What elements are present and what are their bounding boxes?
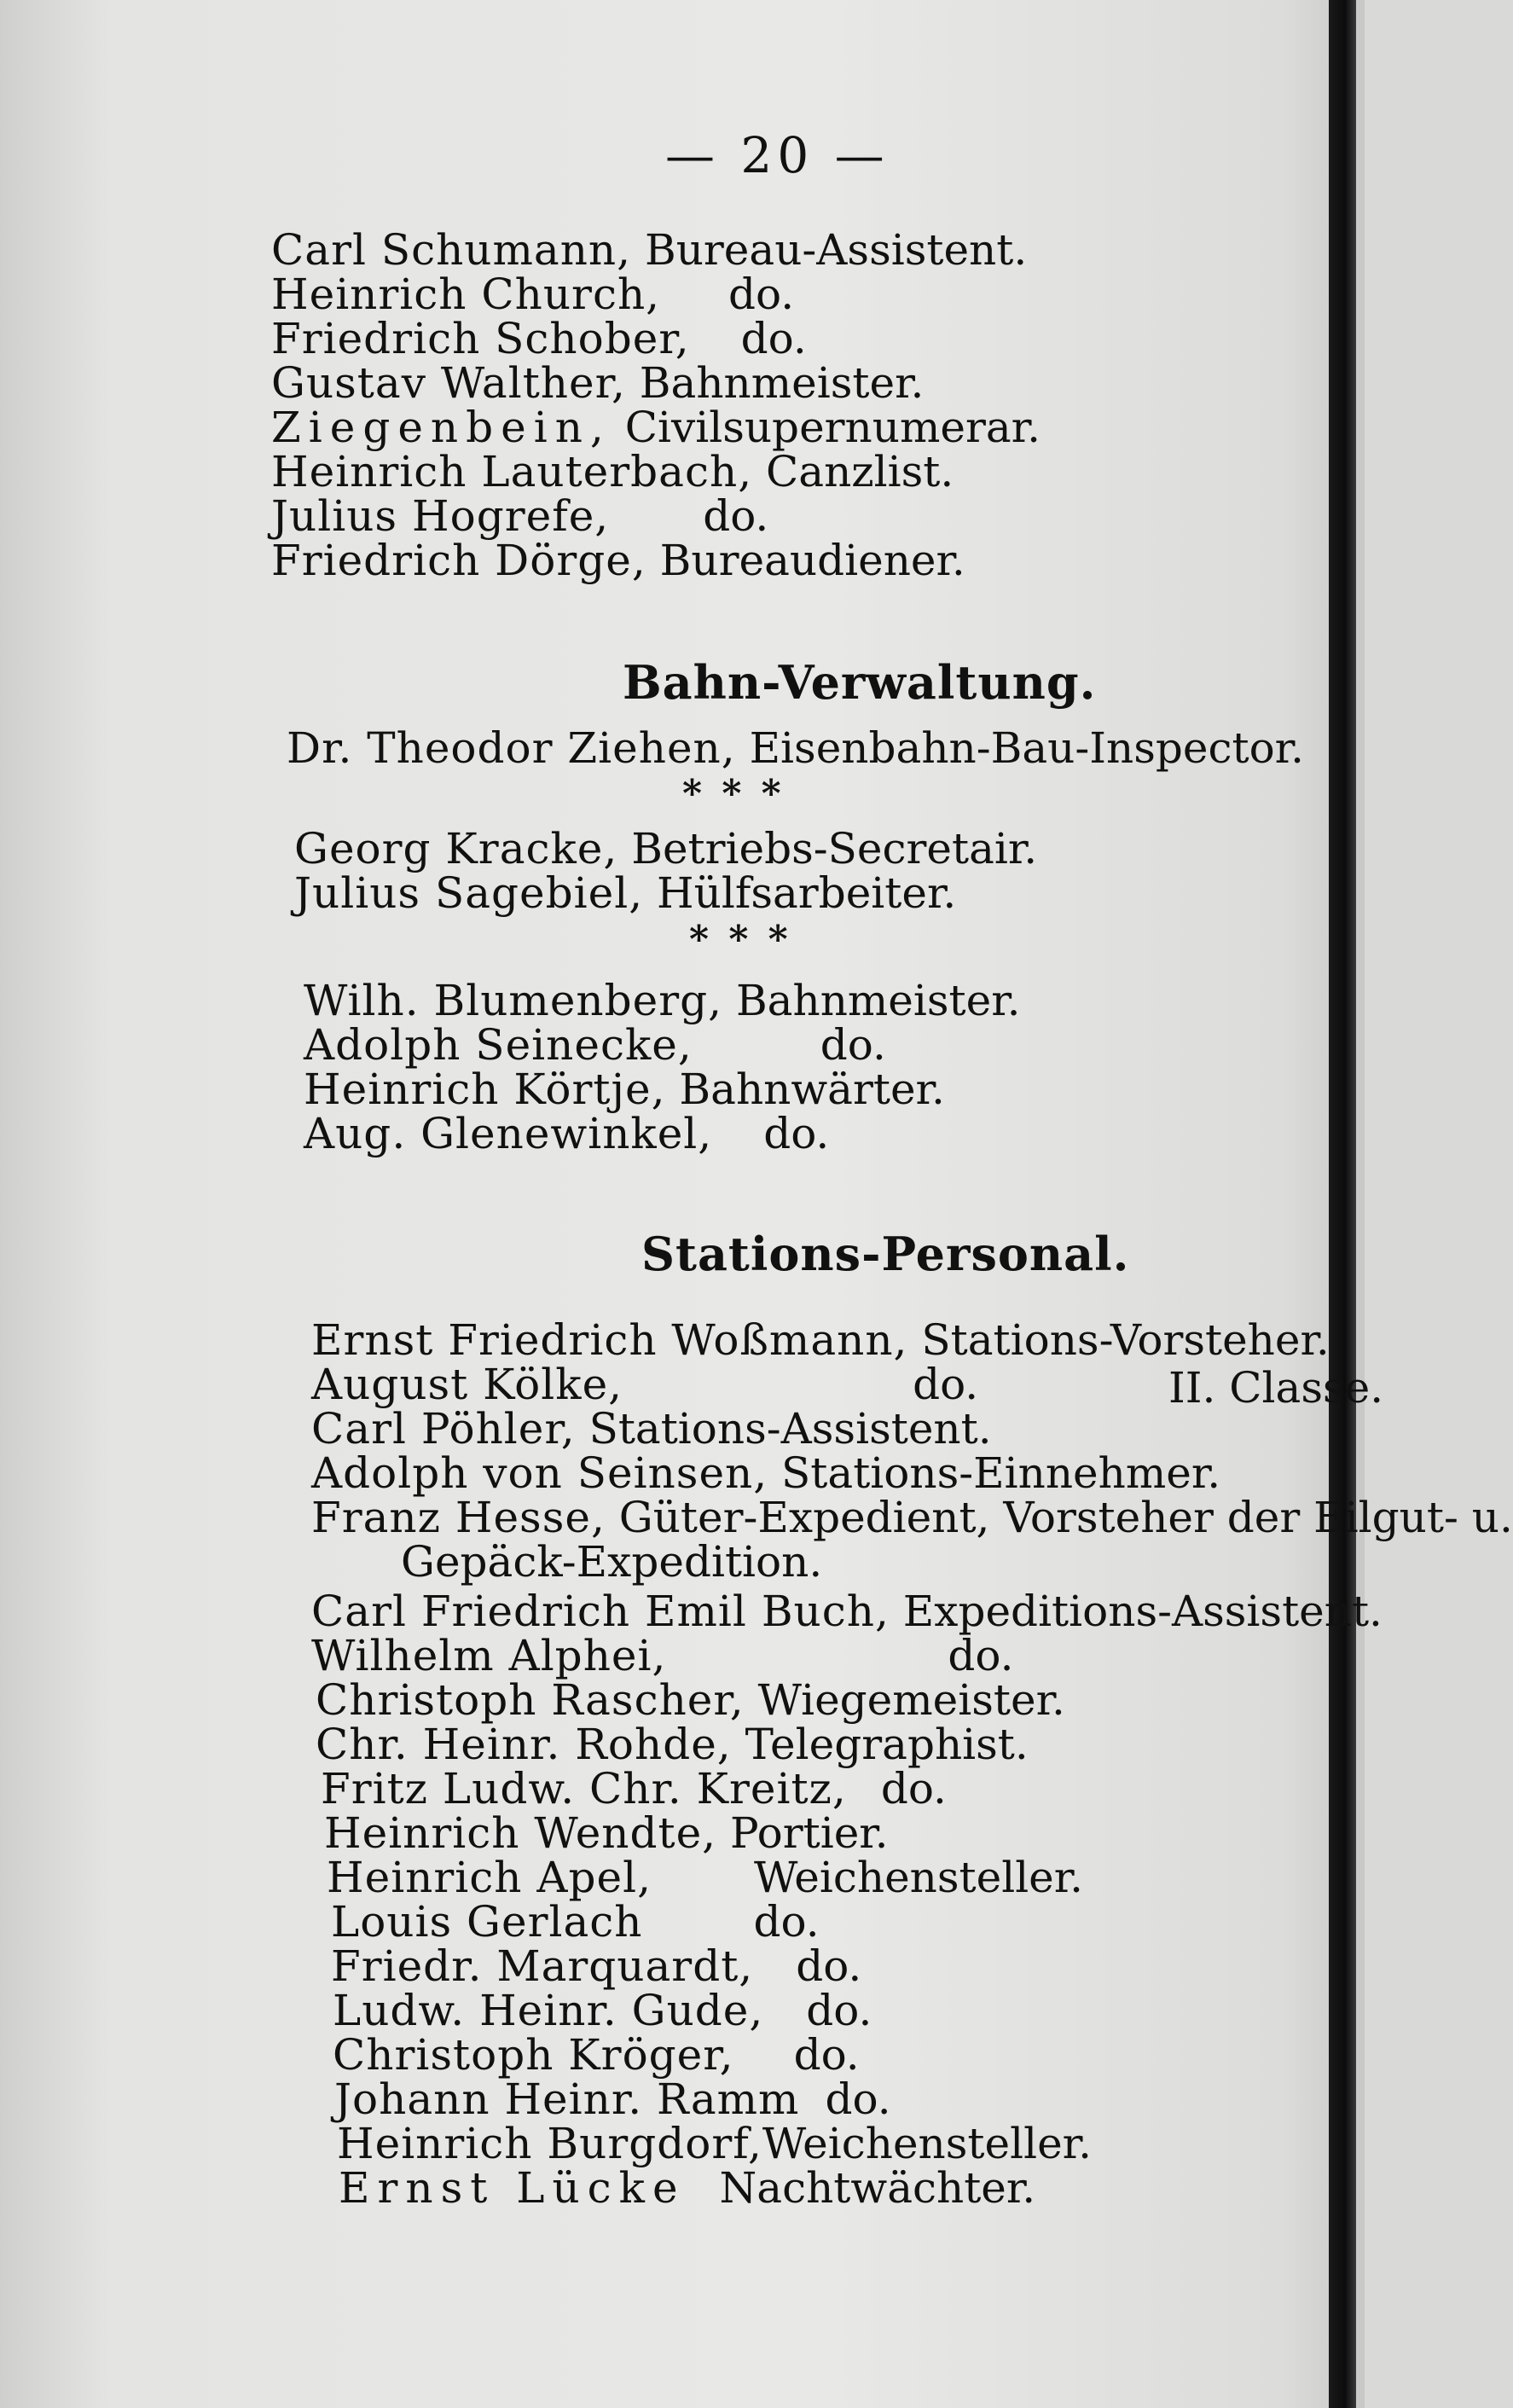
entry-role: Bureau-Assistent.: [644, 225, 1028, 275]
entry-name: Johann Heinr. Ramm: [334, 2074, 800, 2124]
entry-name: Carl Schumann,: [271, 225, 632, 275]
entry-row: [311, 1493, 1513, 1542]
entry-role: do.: [763, 1109, 830, 1158]
asterism: * * *: [682, 772, 785, 815]
entry-row: [271, 314, 807, 363]
entry-name: Wilhelm Alphei,: [311, 1631, 667, 1680]
entry-row: [321, 1764, 947, 1813]
entry-name: Friedrich Dörge,: [271, 536, 646, 585]
entry-row: [311, 1631, 1014, 1680]
entry-role: do.: [825, 2074, 891, 2124]
entry-role: Bahnwärter.: [679, 1065, 945, 1114]
entry-role: do.: [948, 1631, 1014, 1680]
entry-row: [339, 2163, 1036, 2213]
entry-role: do.: [880, 1764, 947, 1813]
entry-row: [294, 824, 1038, 873]
entry-role: do.: [806, 1986, 872, 2035]
entry-role: Expeditions-Assistent.: [902, 1587, 1383, 1636]
entry-row: [327, 1853, 1084, 1902]
entry-role: Wiegemeister.: [757, 1675, 1065, 1725]
entry-role: do.: [793, 2030, 860, 2080]
entry-role: do.: [913, 1360, 979, 1409]
entry-role: do.: [820, 1020, 886, 1070]
entry-row: [311, 1360, 979, 1409]
entry-role: Bahnmeister.: [735, 976, 1021, 1025]
entry-name: Friedrich Schober,: [271, 314, 690, 363]
entry-row: [333, 1986, 872, 2035]
entry-role: Portier.: [729, 1808, 889, 1858]
entry-row: [331, 1897, 820, 1947]
entry-row: [304, 1020, 886, 1070]
entry-role: Gepäck-Expedition.: [401, 1537, 823, 1587]
entry-role: Bureaudiener.: [659, 536, 965, 585]
entry-name: Adolph Seinecke,: [304, 1020, 693, 1070]
entry-name: Carl Friedrich Emil Buch,: [311, 1587, 890, 1636]
entry-row: [334, 2074, 891, 2124]
entry-name: Fritz Ludw. Chr. Kreitz,: [321, 1764, 847, 1813]
entry-role: Güter-Expedient, Vorsteher der Eilgut- u.: [618, 1493, 1513, 1542]
entry-name: Heinrich Lauterbach,: [271, 447, 753, 496]
entry-row: [324, 1808, 889, 1858]
class-note: II. Classe.: [1168, 1363, 1384, 1413]
entry-row: [304, 1065, 945, 1114]
entry-role: Eisenbahn-Bau-Inspector.: [749, 723, 1304, 773]
entry-row: [294, 868, 957, 918]
entry-role: do.: [796, 1941, 862, 1991]
entry-role: do.: [753, 1897, 820, 1947]
entry-role: Weichensteller.: [762, 2119, 1092, 2168]
entry-name: Heinrich Apel,: [327, 1853, 652, 1902]
entry-name: Julius Hogrefe,: [271, 491, 610, 541]
entry-row: [271, 225, 1028, 275]
entry-row: [337, 2119, 1092, 2168]
entry-name: Julius Sagebiel,: [294, 868, 644, 918]
entry-name: Heinrich Church,: [271, 270, 661, 319]
entry-row: [311, 1587, 1383, 1636]
entry-role: Weichensteller.: [753, 1853, 1084, 1902]
page-number: — 20 —: [665, 126, 890, 184]
entry-name: August Kölke,: [311, 1360, 623, 1409]
entry-name: Heinrich Wendte,: [324, 1808, 717, 1858]
entry-name: Friedr. Marquardt,: [331, 1941, 754, 1991]
entry-role: Bahnmeister.: [639, 358, 925, 408]
entry-row: [271, 447, 954, 496]
entry-row: [271, 536, 965, 585]
section-heading: Stations-Personal.: [641, 1227, 1130, 1281]
entry-name: Heinrich Körtje,: [304, 1065, 666, 1114]
entry-row: [311, 1448, 1221, 1498]
entry-name: Georg Kracke,: [294, 824, 618, 873]
section-heading: Bahn-Verwaltung.: [623, 655, 1097, 710]
entry-name: Gustav Walther,: [271, 358, 626, 408]
entry-row: [271, 491, 769, 541]
entry-name: Aug. Glenewinkel,: [304, 1109, 713, 1158]
entry-name: Carl Pöhler,: [311, 1404, 576, 1454]
entry-role: Stations-Assistent.: [588, 1404, 992, 1454]
entry-role: Nachtwächter.: [719, 2163, 1036, 2213]
entry-name: Christoph Kröger,: [333, 2030, 734, 2080]
entry-name: Wilh. Blumenberg,: [304, 976, 723, 1025]
entry-row: [316, 1720, 1029, 1769]
entry-role: Civilsupernumerar.: [624, 403, 1041, 452]
entry-role: Stations-Einnehmer.: [781, 1448, 1221, 1498]
asterism: * * *: [689, 918, 791, 961]
entry-name: Christoph Rascher,: [316, 1675, 745, 1725]
entry-row: [316, 1675, 1065, 1725]
entry-row: [401, 1537, 823, 1587]
entry-name: Ernst Friedrich Woßmann,: [311, 1315, 908, 1365]
entry-row: [331, 1941, 862, 1991]
entry-name: Heinrich Burgdorf,: [337, 2119, 762, 2168]
entry-role: Canzlist.: [766, 447, 954, 496]
entry-row: [271, 358, 925, 408]
entry-role: Stations-Vorsteher.: [921, 1315, 1330, 1365]
entry-name: Chr. Heinr. Rohde,: [316, 1720, 732, 1769]
entry-name: Ziegenbein,: [271, 403, 612, 452]
entry-name: Ludw. Heinr. Gude,: [333, 1986, 764, 2035]
entry-role: Hülfsarbeiter.: [657, 868, 957, 918]
entry-row: [271, 270, 795, 319]
entry-role: do.: [703, 491, 769, 541]
entry-row: [304, 976, 1021, 1025]
entry-name: Adolph von Seinsen,: [311, 1448, 768, 1498]
entry-row: [304, 1109, 830, 1158]
entry-role: do.: [728, 270, 795, 319]
entry-row: [311, 1315, 1330, 1365]
entry-row: [311, 1404, 992, 1454]
entry-role: Betriebs-Secretair.: [631, 824, 1038, 873]
entry-name: Franz Hesse,: [311, 1493, 606, 1542]
entry-name: Dr. Theodor Ziehen,: [287, 723, 736, 773]
entry-row: [271, 403, 1041, 452]
page-edge-shadow: [1329, 0, 1356, 2408]
entry-row: [287, 723, 1304, 773]
entry-role: Telegraphist.: [745, 1720, 1029, 1769]
entry-name: Louis Gerlach: [331, 1897, 643, 1947]
entry-role: do.: [740, 314, 807, 363]
entry-name: Ernst Lücke: [339, 2163, 686, 2213]
entry-row: [333, 2030, 860, 2080]
